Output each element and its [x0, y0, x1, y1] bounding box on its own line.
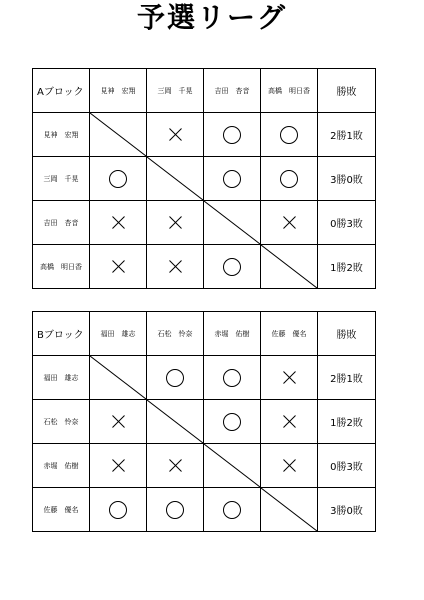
loss-cross-icon [169, 216, 182, 229]
match-cell [204, 157, 261, 201]
match-cell [147, 201, 204, 245]
win-circle-icon [166, 369, 184, 387]
loss-cross-icon [283, 459, 296, 472]
col-player-name: 三岡 千晃 [147, 69, 204, 113]
self-match-diagonal [147, 157, 203, 200]
table-row [33, 245, 376, 289]
self-match-diagonal [90, 113, 146, 156]
col-player-name: 赤堀 佑樹 [204, 312, 261, 356]
loss-cross-icon [112, 459, 125, 472]
win-loss-record: 1勝2敗 [318, 245, 376, 289]
win-circle-icon [280, 170, 298, 188]
win-loss-record: 3勝0敗 [318, 488, 376, 532]
match-cell [147, 488, 204, 532]
match-cell [261, 356, 318, 400]
win-circle-icon [223, 170, 241, 188]
match-cell [147, 113, 204, 157]
match-cell [90, 488, 147, 532]
match-cell [261, 245, 318, 289]
loss-cross-icon [169, 128, 182, 141]
header-row [33, 312, 376, 356]
col-player-name: 吉田 杏音 [204, 69, 261, 113]
match-cell [147, 444, 204, 488]
loss-cross-icon [112, 260, 125, 273]
match-cell [147, 245, 204, 289]
match-cell [90, 444, 147, 488]
table-row [33, 488, 376, 532]
match-cell [204, 444, 261, 488]
table-row [33, 444, 376, 488]
loss-cross-icon [112, 216, 125, 229]
win-circle-icon [109, 170, 127, 188]
row-player-name: 佐藤 優名 [33, 488, 90, 532]
loss-cross-icon [283, 371, 296, 384]
win-loss-record: 2勝1敗 [318, 356, 376, 400]
match-cell [90, 201, 147, 245]
match-cell [90, 356, 147, 400]
league-table-a [32, 68, 376, 289]
match-cell [204, 113, 261, 157]
win-circle-icon [109, 501, 127, 519]
row-player-name: 三岡 千晃 [33, 157, 90, 201]
self-match-diagonal [204, 201, 260, 244]
match-cell [147, 157, 204, 201]
match-cell [204, 201, 261, 245]
loss-cross-icon [112, 415, 125, 428]
win-loss-record: 1勝2敗 [318, 400, 376, 444]
block-name: Aブロック [33, 69, 90, 113]
results-header: 勝敗 [318, 312, 376, 356]
loss-cross-icon [169, 260, 182, 273]
match-cell [261, 201, 318, 245]
match-cell [90, 245, 147, 289]
col-player-name: 高橋 明日香 [261, 69, 318, 113]
match-cell [261, 113, 318, 157]
match-cell [261, 444, 318, 488]
match-cell [90, 157, 147, 201]
col-player-name: 佐藤 優名 [261, 312, 318, 356]
row-player-name: 吉田 杏音 [33, 201, 90, 245]
match-cell [261, 488, 318, 532]
row-player-name: 赤堀 佑樹 [33, 444, 90, 488]
table-row [33, 356, 376, 400]
win-circle-icon [223, 369, 241, 387]
self-match-diagonal [90, 356, 146, 399]
win-circle-icon [166, 501, 184, 519]
row-player-name: 見神 宏翔 [33, 113, 90, 157]
win-loss-record: 2勝1敗 [318, 113, 376, 157]
self-match-diagonal [261, 488, 317, 531]
win-circle-icon [280, 126, 298, 144]
match-cell [204, 245, 261, 289]
table-row [33, 113, 376, 157]
win-circle-icon [223, 126, 241, 144]
match-cell [204, 356, 261, 400]
match-cell [147, 356, 204, 400]
table-row [33, 400, 376, 444]
self-match-diagonal [261, 245, 317, 288]
col-player-name: 石松 怜奈 [147, 312, 204, 356]
header-row [33, 69, 376, 113]
self-match-diagonal [147, 400, 203, 443]
page-title: 予選リーグ [136, 1, 287, 34]
win-loss-record: 3勝0敗 [318, 157, 376, 201]
match-cell [204, 400, 261, 444]
table-row [33, 201, 376, 245]
row-player-name: 石松 怜奈 [33, 400, 90, 444]
loss-cross-icon [283, 216, 296, 229]
self-match-diagonal [204, 444, 260, 487]
col-player-name: 福田 雄志 [90, 312, 147, 356]
win-loss-record: 0勝3敗 [318, 444, 376, 488]
results-header: 勝敗 [318, 69, 376, 113]
loss-cross-icon [283, 415, 296, 428]
loss-cross-icon [169, 459, 182, 472]
win-loss-record: 0勝3敗 [318, 201, 376, 245]
row-player-name: 福田 雄志 [33, 356, 90, 400]
block-name: Bブロック [33, 312, 90, 356]
win-circle-icon [223, 258, 241, 276]
table-row [33, 157, 376, 201]
win-circle-icon [223, 413, 241, 431]
match-cell [90, 113, 147, 157]
row-player-name: 高橋 明日香 [33, 245, 90, 289]
col-player-name: 見神 宏翔 [90, 69, 147, 113]
match-cell [90, 400, 147, 444]
league-table-b [32, 311, 376, 532]
win-circle-icon [223, 501, 241, 519]
match-cell [261, 157, 318, 201]
match-cell [147, 400, 204, 444]
match-cell [261, 400, 318, 444]
match-cell [204, 488, 261, 532]
